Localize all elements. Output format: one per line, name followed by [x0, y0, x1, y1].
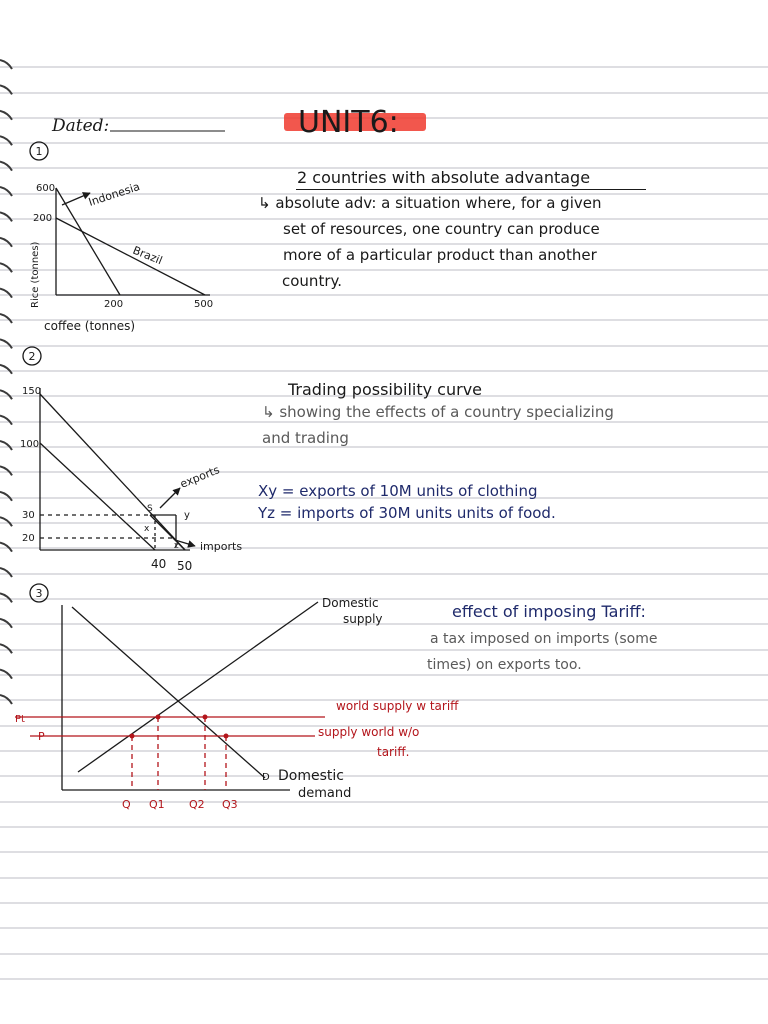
section-number-2	[23, 347, 41, 365]
g3-q3: Q3	[222, 798, 238, 811]
g2-point-y: y	[184, 510, 190, 521]
g2-point-x: x	[144, 524, 150, 534]
g2-ytick-100: 100	[20, 439, 40, 450]
section-2-note-1: Xy = exports of 10M units of clothing	[258, 482, 538, 500]
section-number-1	[30, 142, 48, 160]
g3-world-without-tariff-1: supply world w/o	[318, 725, 420, 739]
section-3-line-1: a tax imposed on imports (some	[430, 631, 658, 647]
g3-price-p: P	[38, 730, 45, 743]
g3-q: Q	[122, 798, 131, 811]
g2-xtick-50: 50	[177, 559, 193, 573]
g3-q2: Q2	[189, 798, 205, 811]
g2-point-z: z	[174, 541, 179, 551]
section-2-heading: Trading possibility curve	[288, 380, 482, 399]
g2-ytick-150: 150	[22, 386, 42, 397]
g2-ytick-30: 30	[22, 510, 35, 521]
section-number-3-text: 3	[35, 587, 43, 600]
g3-q1: Q1	[149, 798, 165, 811]
g2-xtick-40: 40	[151, 557, 167, 571]
section-1-line-1: ↳ absolute adv: a situation where, for a given	[258, 194, 602, 212]
g3-supply-label-2: supply	[343, 612, 383, 626]
g3-world-without-tariff-2: tariff.	[377, 745, 410, 759]
g1-ytick-600: 600	[36, 183, 56, 194]
g1-label-indonesia: Indonesia	[86, 180, 142, 209]
section-3-heading: effect of imposing Tariff:	[452, 602, 646, 621]
graph-absolute-advantage	[56, 188, 210, 295]
g2-annot-imports: imports	[200, 540, 243, 553]
section-1-line-3: more of a particular product than another	[283, 246, 597, 264]
section-number-1-text: 1	[35, 145, 43, 158]
section-1-line-2: set of resources, one country can produce	[283, 220, 600, 238]
section-number-3	[30, 584, 48, 602]
g2-ytick-20: 20	[22, 533, 35, 544]
g3-demand-marker: D	[262, 772, 270, 783]
page-title: UNIT6:	[298, 105, 399, 140]
g2-annot-exports: exports	[178, 463, 222, 491]
section-1-heading-underline	[296, 189, 646, 190]
section-1-heading: 2 countries with absolute advantage	[297, 168, 591, 187]
section-2-line-2: and trading	[262, 429, 349, 447]
section-2-line-1: ↳ showing the effects of a country specializing	[262, 403, 614, 421]
g3-demand-label-2: demand	[298, 786, 352, 801]
section-2-note-2: Yz = imports of 30M units units of food.	[258, 504, 556, 522]
dated-label: Dated:	[52, 116, 110, 136]
graph-tariff	[15, 602, 325, 790]
graph-trading-possibility	[40, 388, 195, 550]
spiral-binding	[0, 60, 12, 704]
g2-point-s: S	[147, 504, 153, 514]
g3-supply-label-1: Domestic	[322, 596, 379, 610]
g1-xtick-500: 500	[194, 299, 214, 310]
g1-label-brazil: Brazil	[130, 243, 165, 268]
g1-xlabel: coffee (tonnes)	[44, 319, 136, 333]
g1-ytick-200: 200	[33, 213, 53, 224]
g3-demand-label-1: Domestic	[278, 768, 344, 784]
section-3-line-2: times) on exports too.	[427, 657, 582, 673]
g1-ylabel: Rice (tonnes)	[30, 241, 41, 308]
g3-world-with-tariff: world supply w tariff	[336, 699, 459, 713]
g3-price-pt: Pt	[15, 714, 25, 725]
section-number-2-text: 2	[28, 350, 36, 363]
g1-xtick-200: 200	[104, 299, 124, 310]
section-1-line-4: country.	[282, 272, 342, 290]
